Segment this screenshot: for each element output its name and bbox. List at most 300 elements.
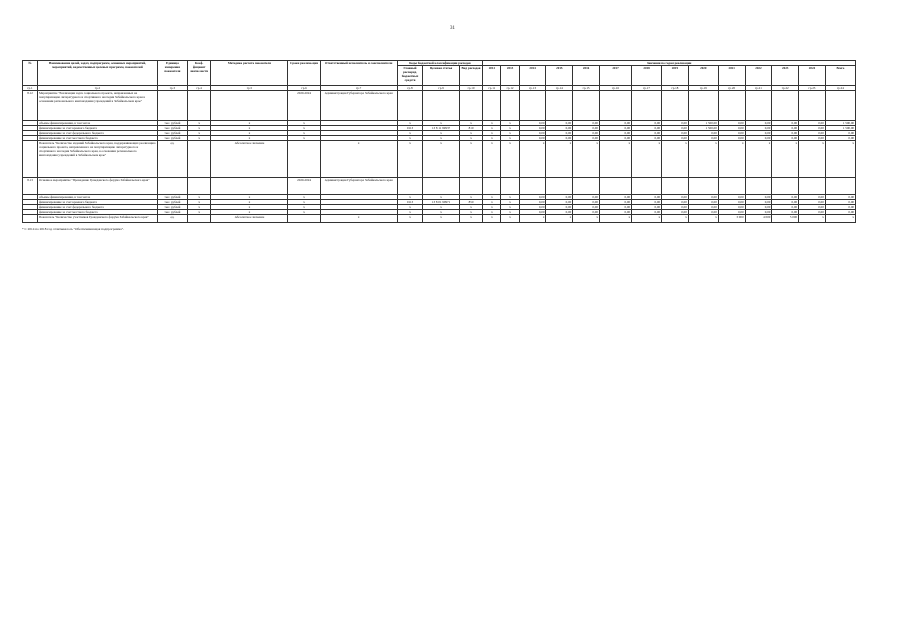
cell-year-value: 0,00 (772, 210, 799, 215)
cell-vid: х (459, 215, 483, 223)
cell-admin: х (397, 136, 423, 141)
header-responsible: Ответственный исполнитель и соисполнители (320, 61, 397, 86)
cell-year-value: 0,00 (519, 126, 546, 131)
cell-year-value: 0,00 (825, 200, 855, 205)
column-number-cell: гр.24 (825, 86, 855, 91)
cell-year-value: 0,00 (745, 126, 772, 131)
cell-year-value: 0,00 (825, 136, 855, 141)
header-codes-group: Коды бюджетной классификации расходов (397, 61, 483, 66)
cell-year-value: 0,00 (632, 200, 662, 205)
cell-year-value: 0,00 (662, 131, 689, 136)
cell-name: Мероприятие "Реализация задач социального проекта, направленных на популяризацию литературного и спортивного наследия Забайкальского края в основании регионального книгоиздания учреждений в Забайкальском крае" (37, 91, 157, 121)
column-number-cell: гр.10 (459, 86, 483, 91)
cell-unit: тыс. рублей (157, 136, 187, 141)
cell-year-value: х (772, 141, 799, 178)
cell-method (211, 91, 288, 121)
cell-unit (157, 91, 187, 121)
cell-unit: тыс. рублей (157, 195, 187, 200)
cell-year-value: 0,00 (718, 131, 745, 136)
cell-year-value: х (483, 131, 501, 136)
cell-year-value: 1 500,00 (825, 126, 855, 131)
cell-year-value: 0,00 (599, 121, 631, 126)
cell-admin: 0113 (397, 126, 423, 131)
cell-year-value: 0,00 (799, 121, 826, 126)
header-year: 2020 (688, 66, 718, 86)
cell-year-value (688, 178, 718, 195)
cell-year-value: 0,00 (799, 195, 826, 200)
cell-year-value: 0,00 (632, 195, 662, 200)
cell-year-value (745, 91, 772, 121)
cell-year-value: 0,00 (718, 121, 745, 126)
header-years-group: Значения по годам реализации (483, 61, 856, 66)
cell-year-value: 0,00 (546, 126, 573, 131)
cell-year-value: 0,00 (546, 136, 573, 141)
cell-admin (397, 91, 423, 121)
cell-year-value: 0,00 (662, 121, 689, 126)
column-number-cell: гр.12 (501, 86, 519, 91)
cell-coef: х (187, 126, 211, 131)
cell-year-value (662, 178, 689, 195)
cell-year-value: 0,00 (718, 126, 745, 131)
cell-year-value: 0,00 (688, 200, 718, 205)
cell-target: х (423, 141, 459, 178)
cell-admin: 0113 (397, 200, 423, 205)
cell-coef (187, 178, 211, 195)
cell-year-value: 0,00 (799, 131, 826, 136)
cell-method: х (211, 136, 288, 141)
cell-target: х (423, 210, 459, 215)
cell-name: объемы финансирования, в том числе (37, 195, 157, 200)
cell-year-value: х (662, 141, 689, 178)
cell-unit: тыс. рублей (157, 205, 187, 210)
cell-year-value (799, 91, 826, 121)
cell-unit (157, 178, 187, 195)
cell-year-value: 0,00 (662, 200, 689, 205)
cell-target (423, 91, 459, 121)
cell-target: х (423, 215, 459, 223)
cell-num (23, 141, 38, 178)
cell-num: 8.12 (23, 91, 38, 121)
cell-year-value (599, 178, 631, 195)
cell-year-value (825, 178, 855, 195)
header-year: 2024 (799, 66, 826, 86)
cell-name: финансирование за счет местного бюджета (37, 210, 157, 215)
cell-term: 2020-2024 (288, 91, 320, 121)
cell-year-value: 0,00 (599, 210, 631, 215)
cell-year-value: 0,00 (688, 136, 718, 141)
column-number-cell: гр.16 (599, 86, 631, 91)
column-number-cell: гр.7 (320, 86, 397, 91)
cell-vid (459, 91, 483, 121)
cell-year-value (519, 178, 546, 195)
cell-unit: тыс. рублей (157, 210, 187, 215)
cell-year-value: х (825, 141, 855, 178)
cell-year-value: 0,00 (519, 200, 546, 205)
cell-year-value: 0,00 (519, 195, 546, 200)
cell-year-value: х (662, 215, 689, 223)
header-coef: Коэф-фициент значи-мости (187, 61, 211, 86)
cell-year-value: х (501, 210, 519, 215)
cell-coef: х (187, 205, 211, 210)
footnote: * С 2014 по 2018 год отчитывалось "Обеспечивающая подпрограмма". (22, 227, 125, 231)
column-number-cell: гр.22 (772, 86, 799, 91)
cell-method: х (211, 200, 288, 205)
cell-target: 13 8 11 99937 (423, 126, 459, 131)
cell-method: х (211, 131, 288, 136)
cell-year-value: 0,00 (825, 131, 855, 136)
cell-year-value: 0,00 (745, 131, 772, 136)
cell-year-value (745, 178, 772, 195)
header-year: 2015 (546, 66, 573, 86)
cell-unit: тыс. рублей (157, 126, 187, 131)
cell-year-value: 0,00 (718, 200, 745, 205)
cell-year-value (772, 178, 799, 195)
cell-year-value: 0,00 (546, 210, 573, 215)
header-year: 2022 (745, 66, 772, 86)
cell-admin: х (397, 205, 423, 210)
header-year: 2012 (483, 66, 501, 86)
cell-year-value: 1 500,00 (688, 121, 718, 126)
cell-year-value: 0,00 (799, 200, 826, 205)
cell-year-value: 0,00 (632, 131, 662, 136)
cell-year-value: 0,00 (718, 195, 745, 200)
cell-year-value: х (501, 200, 519, 205)
cell-year-value (799, 178, 826, 195)
header-unit: Единица измерения показателя (157, 61, 187, 86)
cell-term: х (288, 131, 320, 136)
cell-admin: х (397, 215, 423, 223)
cell-year-value: х (632, 215, 662, 223)
cell-name: финансирование за счет федерального бюджета (37, 131, 157, 136)
cell-name: Показатель "Количество участников Гражданского форума Забайкальского края" (37, 215, 157, 223)
cell-coef: х (187, 121, 211, 126)
cell-year-value: х (501, 141, 519, 178)
cell-year-value: 0,00 (745, 136, 772, 141)
cell-num: 8.13 (23, 178, 38, 195)
column-number-cell: гр.15 (573, 86, 600, 91)
cell-year-value: 0,00 (632, 210, 662, 215)
cell-year-value: х (546, 141, 573, 178)
cell-vid: х (459, 131, 483, 136)
cell-year-value: х (483, 200, 501, 205)
cell-year-value: х (501, 121, 519, 126)
header-method: Методика расчета показателя (211, 61, 288, 86)
cell-year-value: 1 500,00 (688, 126, 718, 131)
cell-year-value: х (599, 215, 631, 223)
cell-name: финансирование за счет краевого бюджета (37, 126, 157, 131)
cell-year-value: 0,00 (745, 200, 772, 205)
column-number-cell: гр.8 (397, 86, 423, 91)
cell-year-value: х (632, 141, 662, 178)
cell-year-value: 0,00 (772, 195, 799, 200)
cell-admin (397, 178, 423, 195)
cell-year-value: 0,00 (772, 121, 799, 126)
cell-year-value (519, 91, 546, 121)
page-number: 31 (450, 26, 455, 31)
cell-admin: х (397, 210, 423, 215)
cell-year-value: 0,00 (772, 200, 799, 205)
cell-method: х (211, 121, 288, 126)
cell-year-value: 0,00 (662, 205, 689, 210)
cell-year-value: 0,00 (745, 195, 772, 200)
column-number-cell: гр.19 (688, 86, 718, 91)
cell-year-value (599, 91, 631, 121)
cell-year-value (546, 178, 573, 195)
cell-year-value (718, 91, 745, 121)
header-name: Наименование целей, задач, подпрограмм, основных мероприятий, мероприятий, ведомственных целевых программ, показателей (37, 61, 157, 86)
cell-year-value: х (799, 141, 826, 178)
cell-year-value: х (501, 195, 519, 200)
cell-year-value (483, 178, 501, 195)
cell-coef: х (187, 131, 211, 136)
cell-year-value: 0,00 (546, 200, 573, 205)
cell-year-value: 0,00 (718, 210, 745, 215)
cell-year-value: 0,00 (799, 136, 826, 141)
cell-year-value (662, 91, 689, 121)
header-year: 2014 (519, 66, 546, 86)
cell-year-value: 0,00 (519, 121, 546, 126)
cell-target (423, 178, 459, 195)
cell-year-value: 0,00 (632, 136, 662, 141)
cell-unit: тыс. рублей (157, 121, 187, 126)
column-number-cell: гр.23 (799, 86, 826, 91)
cell-year-value: 0,00 (662, 136, 689, 141)
cell-year-value: 0,00 (573, 205, 600, 210)
cell-unit: тыс. рублей (157, 131, 187, 136)
cell-year-value: 0,00 (519, 131, 546, 136)
cell-year-value: 1 500,00 (825, 121, 855, 126)
cell-year-value: 0,00 (573, 121, 600, 126)
cell-year-value (501, 91, 519, 121)
cell-coef (187, 141, 211, 178)
cell-year-value: х (483, 205, 501, 210)
column-number-cell: гр.18 (662, 86, 689, 91)
cell-year-value: 5 000 (772, 215, 799, 223)
cell-term: х (288, 126, 320, 131)
cell-resp: Администрация Губернатора Забайкальского края (320, 178, 397, 195)
cell-year-value: 0,00 (688, 210, 718, 215)
cell-target: х (423, 121, 459, 126)
cell-term: х (288, 121, 320, 126)
cell-year-value: 0,00 (546, 205, 573, 210)
cell-year-value: х (799, 215, 826, 223)
cell-admin: х (397, 195, 423, 200)
column-number-cell: гр.6 (288, 86, 320, 91)
cell-name: финансирование за счет федерального бюджета (37, 205, 157, 210)
cell-unit: ед. (157, 215, 187, 223)
column-number-cell: гр.2 (37, 86, 157, 91)
cell-coef: х (187, 210, 211, 215)
cell-year-value: х (501, 205, 519, 210)
cell-target: х (423, 131, 459, 136)
table-row (23, 91, 856, 121)
cell-year-value: х (483, 121, 501, 126)
header-target: Целевая статья (423, 66, 459, 86)
cell-year-value: х (688, 141, 718, 178)
cell-year-value: 0,00 (599, 126, 631, 131)
cell-year-value: 0,00 (519, 210, 546, 215)
cell-year-value: 3 000 (718, 215, 745, 223)
cell-year-value (772, 91, 799, 121)
cell-coef: х (187, 136, 211, 141)
cell-year-value: 0,00 (825, 195, 855, 200)
header-year: 2017 (599, 66, 631, 86)
cell-year-value (573, 91, 600, 121)
cell-year-value: х (483, 141, 501, 178)
cell-term: 2020-2024 (288, 178, 320, 195)
column-number-cell: гр.21 (745, 86, 772, 91)
cell-year-value (718, 178, 745, 195)
cell-coef: х (187, 200, 211, 205)
cell-year-value: 0,00 (599, 200, 631, 205)
cell-vid: х (459, 121, 483, 126)
cell-unit: ед. (157, 141, 187, 178)
column-number-cell: гр.17 (632, 86, 662, 91)
cell-term: х (288, 205, 320, 210)
cell-year-value: 0,00 (772, 131, 799, 136)
cell-year-value: х (599, 141, 631, 178)
header-year: 2023 (772, 66, 799, 86)
cell-year-value: 0,00 (799, 205, 826, 210)
cell-vid: х (459, 210, 483, 215)
cell-resp: Администрация Губернатора Забайкальского края (320, 91, 397, 121)
cell-year-value: 0,00 (772, 126, 799, 131)
cell-year-value: х (483, 195, 501, 200)
cell-admin: х (397, 131, 423, 136)
cell-year-value: 0,00 (599, 205, 631, 210)
cell-year-value: 0,00 (573, 195, 600, 200)
header-year-total: Всего (825, 66, 855, 86)
cell-name: финансирование за счет краевого бюджета (37, 200, 157, 205)
cell-year-value: 0,00 (573, 210, 600, 215)
budget-table-container (22, 60, 856, 223)
cell-year-value: 0,00 (632, 205, 662, 210)
cell-year-value: х (501, 126, 519, 131)
cell-year-value: 0,00 (772, 136, 799, 141)
cell-vid: х (459, 136, 483, 141)
cell-name: Основное мероприятие "Проведение Гражданского форума Забайкальского края" (37, 178, 157, 195)
cell-year-value: 0,00 (546, 195, 573, 200)
header-year: 2018 (632, 66, 662, 86)
cell-year-value: 0,00 (718, 136, 745, 141)
cell-name: финансирование за счет местного бюджета (37, 136, 157, 141)
cell-year-value: 0,00 (688, 195, 718, 200)
cell-admin: х (397, 141, 423, 178)
header-term: Сроки реализа-ции (288, 61, 320, 86)
cell-year-value: х (745, 141, 772, 178)
cell-year-value: х (573, 215, 600, 223)
cell-year-value: х (519, 215, 546, 223)
cell-name: Показатель "Количество изданий Забайкальского края, поддерживающих реализацию социального проекта, направленного на популяризацию литературного и спортивного наследия Забайкальского края, в основании регионального книгоиздания учреждений в Забайкальском крае" (37, 141, 157, 178)
cell-year-value: х (483, 210, 501, 215)
cell-target: х (423, 195, 459, 200)
column-number-cell: гр.13 (519, 86, 546, 91)
cell-year-value: х (688, 215, 718, 223)
cell-year-value: х (501, 136, 519, 141)
cell-year-value: х (718, 141, 745, 178)
cell-year-value: 0,00 (745, 205, 772, 210)
cell-year-value: 0,00 (519, 136, 546, 141)
cell-year-value (483, 91, 501, 121)
cell-method: х (211, 205, 288, 210)
cell-target: х (423, 136, 459, 141)
cell-year-value: 0,00 (599, 136, 631, 141)
cell-term: х (288, 136, 320, 141)
cell-vid: 810 (459, 126, 483, 131)
cell-year-value: 0,00 (662, 195, 689, 200)
cell-term: х (288, 200, 320, 205)
cell-year-value: 0,00 (599, 195, 631, 200)
cell-vid: х (459, 205, 483, 210)
cell-term (288, 141, 320, 178)
column-number-cell: гр.4 (187, 86, 211, 91)
cell-year-value: х (546, 215, 573, 223)
cell-year-value: 0,00 (718, 205, 745, 210)
header-vid: Вид расходов (459, 66, 483, 86)
header-year: 2016 (573, 66, 600, 86)
cell-term: х (288, 195, 320, 200)
cell-resp: х (320, 215, 397, 223)
table-header (23, 61, 856, 91)
cell-coef: х (187, 195, 211, 200)
column-number-cell: гр.5 (211, 86, 288, 91)
cell-year-value: 0,00 (519, 205, 546, 210)
header-year: 2021 (718, 66, 745, 86)
table-row (23, 141, 856, 178)
cell-year-value: 0,00 (573, 131, 600, 136)
cell-year-value: 0,00 (662, 126, 689, 131)
cell-year-value (573, 178, 600, 195)
cell-year-value (825, 91, 855, 121)
cell-year-value: х (483, 215, 501, 223)
cell-year-value: 0,00 (772, 205, 799, 210)
cell-vid: х (459, 141, 483, 178)
cell-term (288, 215, 320, 223)
budget-table (22, 60, 856, 223)
cell-target: х (423, 205, 459, 210)
cell-year-value: 0,00 (825, 205, 855, 210)
column-number-cell: гр.20 (718, 86, 745, 91)
table-body (23, 91, 856, 223)
column-number-cell: гр.9 (423, 86, 459, 91)
cell-year-value: х (501, 215, 519, 223)
cell-year-value: 0,00 (546, 131, 573, 136)
cell-resp: х (320, 141, 397, 178)
column-number-cell: гр.3 (157, 86, 187, 91)
cell-year-value (501, 178, 519, 195)
cell-year-value: 0,00 (745, 121, 772, 126)
cell-vid: х (459, 195, 483, 200)
table-row (23, 178, 856, 195)
cell-year-value: 0,00 (573, 200, 600, 205)
cell-vid (459, 178, 483, 195)
cell-year-value: х (501, 131, 519, 136)
cell-year-value: х (483, 136, 501, 141)
cell-year-value: 0,00 (688, 205, 718, 210)
cell-method: х (211, 126, 288, 131)
cell-year-value: 0,00 (599, 131, 631, 136)
cell-year-value: 0,00 (745, 210, 772, 215)
cell-vid: 850 (459, 200, 483, 205)
cell-target: 13 8 01 99971 (423, 200, 459, 205)
cell-year-value (632, 178, 662, 195)
header-admin: Главный распоряд. бюджетных средств (397, 66, 423, 86)
cell-unit: тыс. рублей (157, 200, 187, 205)
cell-year-value: 0,00 (632, 121, 662, 126)
cell-year-value: 0,00 (799, 126, 826, 131)
cell-year-value: 0,00 (546, 121, 573, 126)
header-year: 2019 (662, 66, 689, 86)
